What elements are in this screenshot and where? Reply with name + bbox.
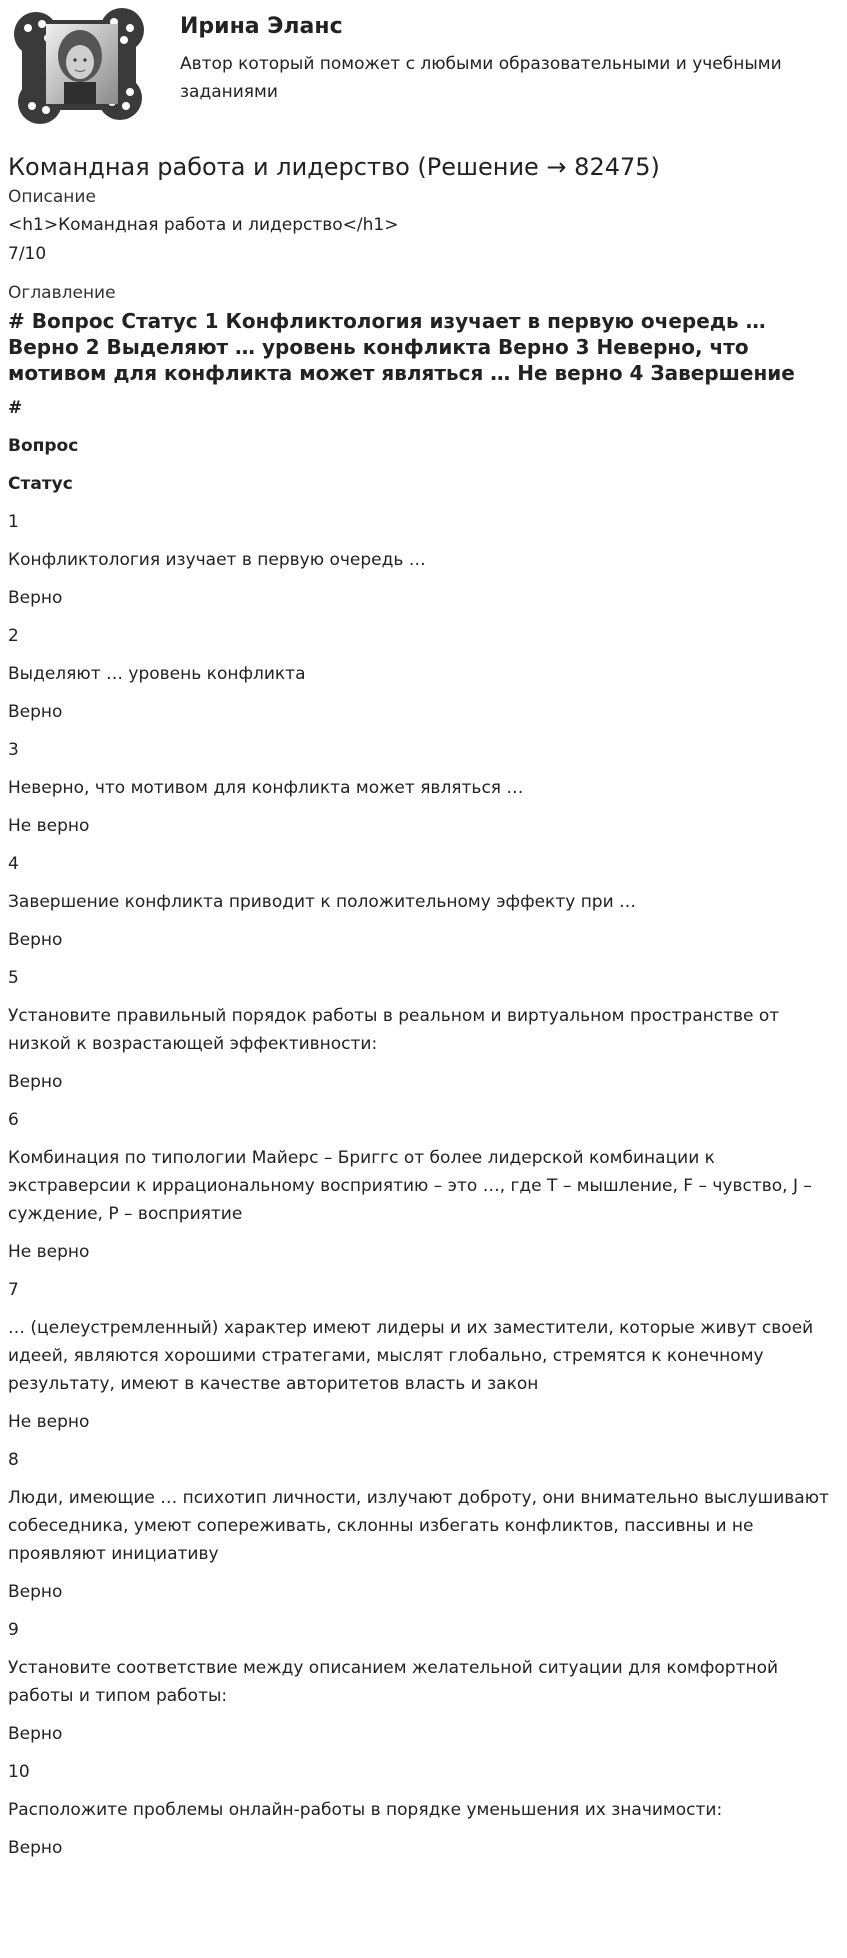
results-table-body bbox=[8, 508, 839, 1862]
author-avatar[interactable] bbox=[8, 6, 150, 124]
row-status: Верно bbox=[8, 1072, 63, 1092]
header-question: Вопрос bbox=[8, 436, 79, 456]
row-question: Комбинация по типологии Майерс – Бриггс от более лидерской комбинации к экстраверсии к иррациональному восприятию – это …, где T – мышление, F – чувство, J – суждение, P – восприятие bbox=[8, 1148, 812, 1224]
row-number: 6 bbox=[8, 1110, 19, 1130]
row-number: 2 bbox=[8, 626, 19, 646]
description-text: <h1>Командная работа и лидерство</h1> bbox=[8, 215, 399, 235]
row-question: … (целеустремленный) характер имеют лидеры и их заместители, которые живут своей идеей, являются хорошими стратегами, мыслят глобально, стремятся к конечному результату, имеют в качестве авторитетов власть и закон bbox=[8, 1318, 814, 1394]
row-status: Не верно bbox=[8, 1242, 90, 1262]
row-number: 5 bbox=[8, 968, 19, 988]
header-number: # bbox=[8, 398, 23, 418]
row-question: Установите правильный порядок работы в реальном и виртуальном пространстве от низкой к возрастающей эффективности: bbox=[8, 1006, 780, 1054]
row-status: Верно bbox=[8, 1724, 63, 1744]
row-question: Завершение конфликта приводит к положительному эффекту при … bbox=[8, 892, 637, 912]
row-status: Верно bbox=[8, 702, 63, 722]
toc-text: # Вопрос Статус 1 Конфликтология изучает в первую очередь … Верно 2 Выделяют … уровень конфликта Верно 3 Неверно, что мотивом для конфликта может являться … Не верно 4 Завершение bbox=[8, 309, 795, 385]
results-table-header bbox=[8, 394, 839, 498]
row-number: 7 bbox=[8, 1280, 19, 1300]
row-status: Верно bbox=[8, 1582, 63, 1602]
row-question: Конфликтология изучает в первую очередь … bbox=[8, 550, 426, 570]
row-question: Люди, имеющие … психотип личности, излучают доброту, они внимательно выслушивают собеседника, умеют сопереживать, склонны избегать конфликтов, пассивны и не проявляют инициативу bbox=[8, 1488, 829, 1564]
row-question: Неверно, что мотивом для конфликта может являться … bbox=[8, 778, 524, 798]
row-status: Верно bbox=[8, 588, 63, 608]
author-card bbox=[8, 0, 839, 136]
author-name[interactable]: Ирина Эланс bbox=[180, 14, 343, 39]
row-number: 8 bbox=[8, 1450, 19, 1470]
film-reel-avatar-image bbox=[8, 6, 150, 124]
row-status: Верно bbox=[8, 930, 63, 950]
row-number: 3 bbox=[8, 740, 19, 760]
row-question: Установите соответствие между описанием желательной ситуации для комфортной работы и типом работы: bbox=[8, 1658, 779, 1706]
header-status: Статус bbox=[8, 474, 73, 494]
row-number: 9 bbox=[8, 1620, 19, 1640]
row-question: Выделяют … уровень конфликта bbox=[8, 664, 306, 684]
row-number: 10 bbox=[8, 1762, 30, 1782]
grade-value: 7/10 bbox=[8, 244, 47, 264]
author-description: Автор который поможет с любыми образовательными и учебными заданиями bbox=[180, 54, 782, 102]
row-status: Не верно bbox=[8, 816, 90, 836]
row-status: Верно bbox=[8, 1838, 63, 1858]
description-label: Описание bbox=[8, 187, 96, 207]
toc-label: Оглавление bbox=[8, 283, 116, 303]
page-title: Командная работа и лидерство (Решение → 82475) bbox=[8, 153, 660, 181]
row-question: Расположите проблемы онлайн-работы в порядке уменьшения их значимости: bbox=[8, 1800, 723, 1820]
row-number: 1 bbox=[8, 512, 19, 532]
row-number: 4 bbox=[8, 854, 19, 874]
row-status: Не верно bbox=[8, 1412, 90, 1432]
